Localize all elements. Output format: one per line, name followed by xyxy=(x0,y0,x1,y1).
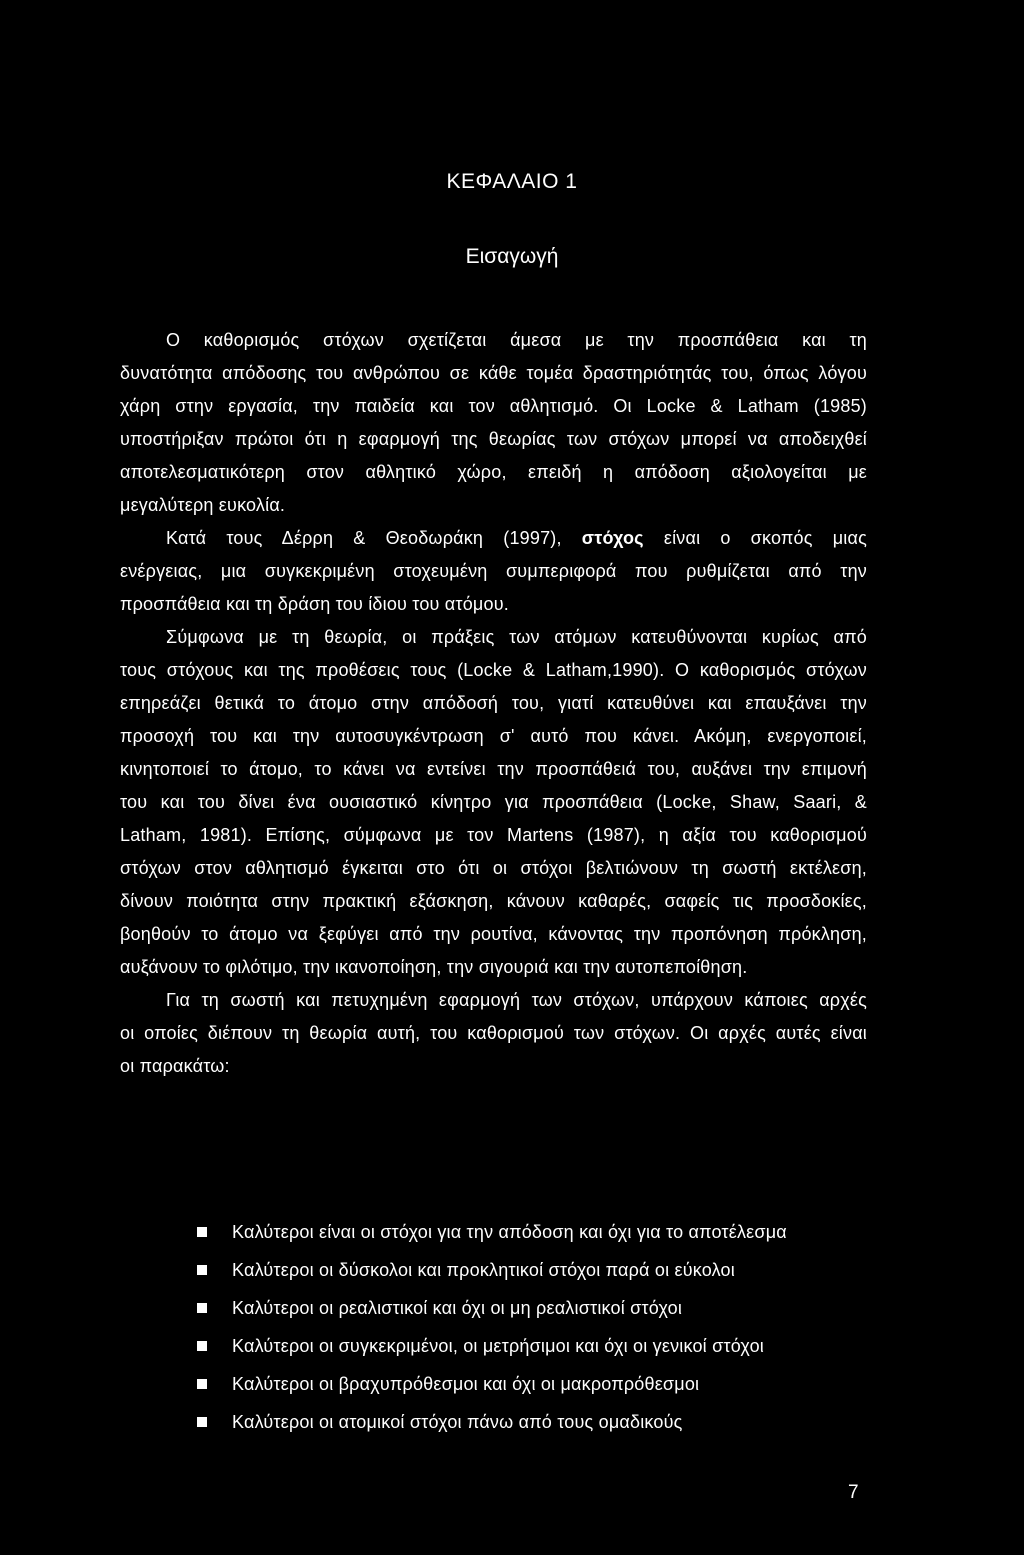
paragraph-2 xyxy=(120,522,867,621)
text-line: Latham, 1981). Επίσης, σύμφωνα με τον Martens (1987), η αξία του καθορισμού xyxy=(120,825,867,845)
square-bullet-icon xyxy=(197,1265,207,1275)
text-line: ενέργειας, μια συγκεκριμένη στοχευμένη συμπεριφορά που ρυθμίζεται από την xyxy=(120,561,867,581)
list-item-text: Καλύτεροι οι δύσκολοι και προκλητικοί στόχοι παρά οι εύκολοι xyxy=(232,1260,735,1280)
text-line: βοηθούν το άτομο να ξεφύγει από την ρουτίνα, κάνοντας την προπόνηση πρόκληση, xyxy=(120,924,867,944)
text-line: επηρεάζει θετικά το άτομο στην απόδοσή του, γιατί κατευθύνει και επαυξάνει την xyxy=(120,693,867,713)
text-segment: είναι ο σκοπός μιας xyxy=(643,528,867,548)
text-line xyxy=(120,522,867,555)
list-item xyxy=(197,1213,877,1251)
paragraph-1 xyxy=(120,324,867,522)
list-item-text: Καλύτεροι οι συγκεκριμένοι, οι μετρήσιμοι και όχι οι γενικοί στόχοι xyxy=(232,1336,764,1356)
text-line: χάρη στην εργασία, την παιδεία και τον αθλητισμό. Οι Locke & Latham (1985) xyxy=(120,396,867,416)
square-bullet-icon xyxy=(197,1417,207,1427)
body-text xyxy=(120,324,867,1083)
list-item xyxy=(197,1289,877,1327)
page-number: 7 xyxy=(848,1482,859,1503)
square-bullet-icon xyxy=(197,1227,207,1237)
square-bullet-icon xyxy=(197,1303,207,1313)
text-line: μεγαλύτερη ευκολία. xyxy=(120,495,286,515)
principles-list xyxy=(197,1213,877,1441)
list-item-text: Καλύτεροι οι ατομικοί στόχοι πάνω από τους ομαδικούς xyxy=(232,1412,683,1432)
text-line: κινητοποιεί το άτομο, το κάνει να εντείνει την προσπάθειά του, αυξάνει την επιμονή xyxy=(120,759,867,779)
text-line: Σύμφωνα με τη θεωρία, οι πράξεις των ατόμων κατευθύνονται κυρίως από xyxy=(166,627,867,647)
text-line: δίνουν ποιότητα στην πρακτική εξάσκηση, κάνουν καθαρές, σαφείς τις προσδοκίες, xyxy=(120,891,867,911)
text-line: οι παρακάτω: xyxy=(120,1056,230,1076)
list-item xyxy=(197,1403,877,1441)
text-line: τους στόχους και της προθέσεις τους (Locke & Latham,1990). Ο καθορισμός στόχων xyxy=(120,660,867,680)
text-line: Ο καθορισμός στόχων σχετίζεται άμεσα με την προσπάθεια και τη xyxy=(166,330,867,350)
text-line: προσοχή του και την αυτοσυγκέντρωση σ' αυτό που κάνει. Ακόμη, ενεργοποιεί, xyxy=(120,726,867,746)
bold-term: στόχος xyxy=(581,528,644,548)
text-line: του και του δίνει ένα ουσιαστικό κίνητρο για προσπάθεια (Locke, Shaw, Saari, & xyxy=(120,792,867,812)
paragraph-3 xyxy=(120,621,867,984)
text-line: αποτελεσματικότερη στον αθλητικό χώρο, επειδή η απόδοση αξιολογείται με xyxy=(120,462,867,482)
chapter-title: ΚΕΦΑΛΑΙΟ 1 xyxy=(446,170,578,193)
text-line: Για τη σωστή και πετυχημένη εφαρμογή των στόχων, υπάρχουν κάποιες αρχές xyxy=(166,990,867,1010)
text-line: οι οποίες διέπουν τη θεωρία αυτή, του καθορισμού των στόχων. Οι αρχές αυτές είναι xyxy=(120,1023,867,1043)
paragraph-4 xyxy=(120,984,867,1083)
text-line: δυνατότητα απόδοσης του ανθρώπου σε κάθε τομέα δραστηριότητάς του, όπως λόγου xyxy=(120,363,867,383)
list-item xyxy=(197,1327,877,1365)
text-line: αυξάνουν το φιλότιμο, την ικανοποίηση, την σιγουριά και την αυτοπεποίθηση. xyxy=(120,957,748,977)
list-item xyxy=(197,1251,877,1289)
section-title: Εισαγωγή xyxy=(465,245,559,268)
square-bullet-icon xyxy=(197,1341,207,1351)
text-line: υποστήριξαν πρώτοι ότι η εφαρμογή της θεωρίας των στόχων μπορεί να αποδειχθεί xyxy=(120,429,867,449)
text-segment: Κατά τους Δέρρη & Θεοδωράκη (1997), xyxy=(166,528,582,548)
text-line: στόχων στον αθλητισμό έγκειται στο ότι οι στόχοι βελτιώνουν τη σωστή εκτέλεση, xyxy=(120,858,867,878)
square-bullet-icon xyxy=(197,1379,207,1389)
list-item-text: Καλύτεροι οι ρεαλιστικοί και όχι οι μη ρεαλιστικοί στόχοι xyxy=(232,1298,683,1318)
list-item-text: Καλύτεροι οι βραχυπρόθεσμοι και όχι οι μακροπρόθεσμοι xyxy=(232,1374,700,1394)
list-item xyxy=(197,1365,877,1403)
text-line: προσπάθεια και τη δράση του ίδιου του ατόμου. xyxy=(120,594,509,614)
list-item-text: Καλύτεροι είναι οι στόχοι για την απόδοση και όχι για το αποτέλεσμα xyxy=(232,1222,787,1242)
